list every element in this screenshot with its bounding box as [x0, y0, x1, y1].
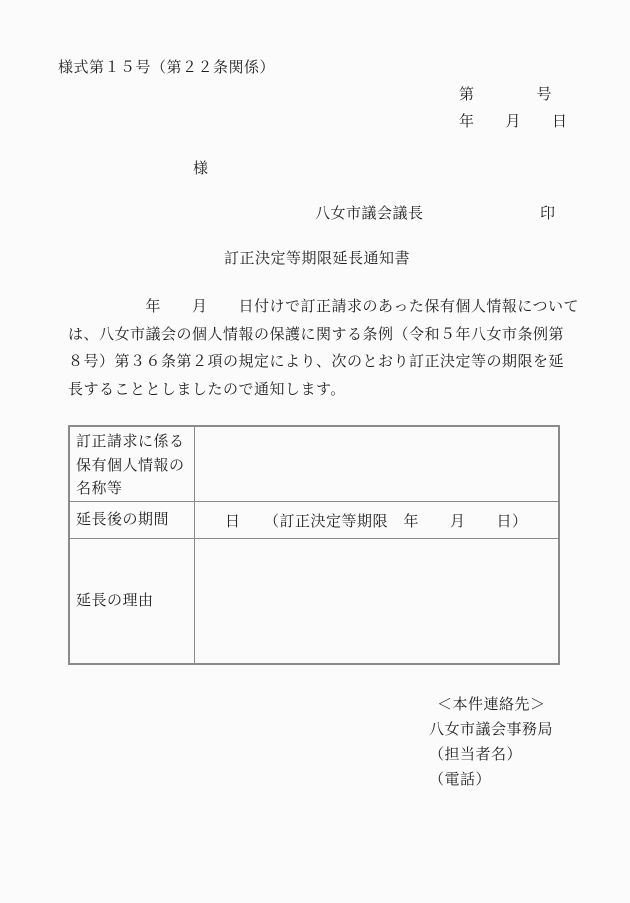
addressee-honorific: 様: [193, 159, 209, 177]
body-line: ８号）第３６条第２項の規定により、次のとおり訂正決定等の期限を延: [68, 352, 565, 370]
seal-placeholder: 印: [540, 204, 556, 222]
body-line: 長することとしましたので通知します。: [68, 379, 346, 398]
table-label-extended-period: 延長後の期間: [70, 501, 195, 538]
extension-table: [68, 425, 560, 665]
body-line: は、八女市議会の個人情報の保護に関する条例（令和５年八女市条例第: [68, 324, 565, 343]
doc-number-line: 第 号: [459, 85, 553, 103]
contact-office: 八女市議会事務局: [429, 720, 554, 738]
form-number-line: 様式第１５号（第２２条関係）: [58, 58, 276, 76]
body-line: 年 月 日付けで訂正請求のあった保有個人情報について: [68, 297, 580, 315]
contact-person: （担当者名）: [429, 745, 523, 763]
body-paragraph: [68, 293, 608, 403]
table-value-information-name: [195, 427, 558, 501]
contact-phone: （電話）: [429, 770, 492, 788]
table-label-information-name: 訂正請求に係る保有個人情報の名称等: [70, 427, 195, 501]
sender-title: 八女市議会議長: [315, 204, 424, 222]
table-label-extension-reason: 延長の理由: [70, 538, 195, 663]
table-value-extension-reason: [195, 538, 558, 663]
date-line: 年 月 日: [459, 112, 568, 130]
document-title: 訂正決定等期限延長通知書: [224, 249, 411, 267]
table-value-extended-period: 日 （訂正決定等期限 年 月 日）: [195, 501, 558, 538]
contact-heading: ＜本件連絡先＞: [437, 695, 546, 713]
